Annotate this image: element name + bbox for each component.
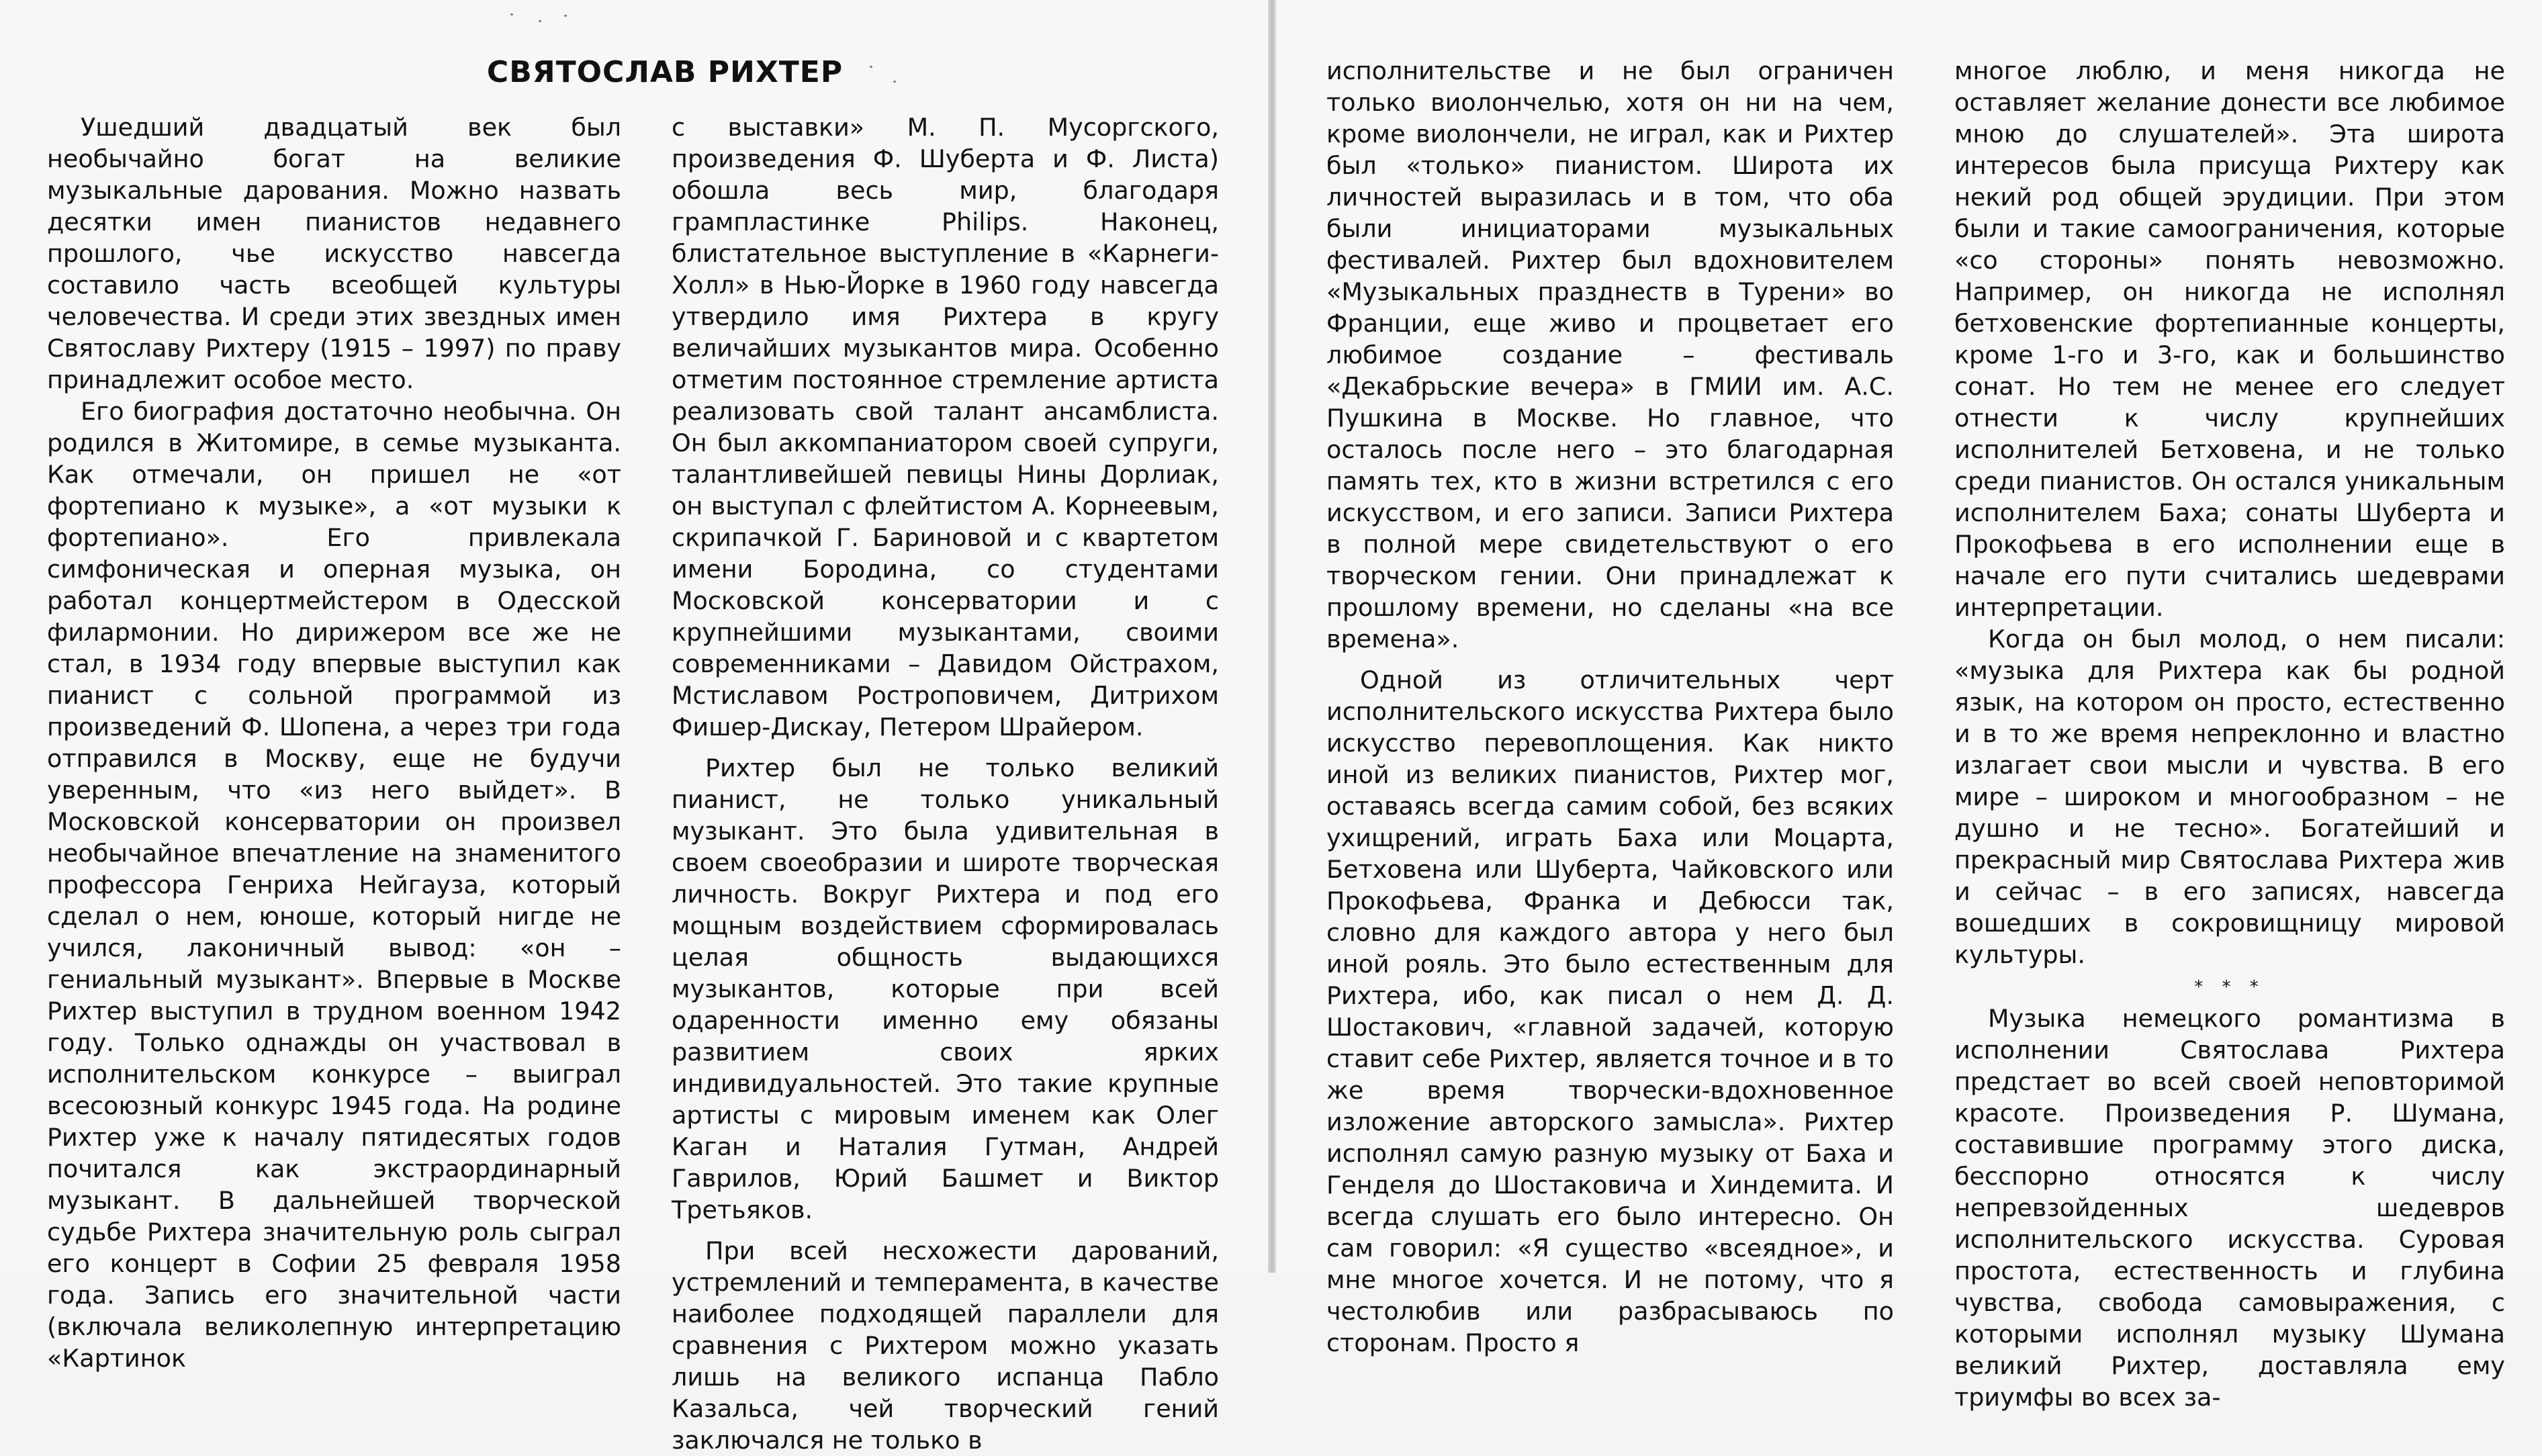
- paragraph: Одной из отличительных черт исполнительского искусства Рихтера было искусство перевоплощения. Как никто иной из великих пианистов, Рихтер мог, оставаясь всегда самим собой, без всяких ухищрений, играть Баха или Моцарта, Бетховена или Шуберта, Чайковского или Прокофьева, Франка и Дебюсси так, словно для каждого автора у него был иной рояль. Это было естественным для Рихтера, ибо, как писал о нем Д. Д. Шостакович, «главной задачей, которую ставит себе Рихтер, является точное и в то же время творчески-вдохновенное изложение авторского замысла». Рихтер исполнял самую разную музыку от Баха и Генделя до Шостаковича и Хиндемита. И всегда слушать его было интересно. Он сам говорил: «Я существо «всеядное», и мне многое хочется. И не потому, что я честолюбив или разбрасываюсь по сторонам. Просто я: [1326, 666, 1894, 1357]
- text-column-4: [1954, 55, 2505, 1413]
- left-page: [0, 0, 1269, 1455]
- print-speck: [539, 20, 541, 22]
- print-speck: [510, 13, 513, 15]
- text-column-1: [47, 111, 621, 1374]
- paragraph: многое люблю, и меня никогда не оставляет желание донести все любимое мною до слушателей». Эта широта интересов была присуща Рихтеру как некий род общей эрудиции. При этом были и такие самоограничения, которые «со стороны» понять невозможно. Например, он никогда не исполнял бетховенские фортепианные концерты, кроме 1-го и 3-го, как и большинство сонат. Но тем не менее его следует отнести к числу крупнейших исполнителей Бетховена, и не только среди пианистов. Он остался уникальным исполнителем Баха; сонаты Шуберта и Прокофьева в его исполнении еще в начале его пути считались шедеврами интерпретации.: [1954, 56, 2505, 622]
- paragraph: Его биография достаточно необычна. Он родился в Житомире, в семье музыканта. Как отмечали, он пришел не «от фортепиано к музыке», а «от музыки к фортепиано». Его привлекала симфоническая и оперная музыка, он работал концертмейстером в Одесской филармонии. Но дирижером все же не стал, в 1934 году впервые выступил как пианист с сольной программой из произведений Ф. Шопена, а через три года отправился в Москву, еще не будучи уверенным, что «из него выйдет». В Московской консерватории он произвел необычайное впечатление на знаменитого профессора Генриха Нейгауза, который сделал о нем, юноше, который нигде не учился, лаконичный вывод: «он – гениальный музыкант». Впервые в Москве Рихтер выступил в трудном военном 1942 году. Только однажды он участвовал в исполнительском конкурсе – выиграл всесоюзный конкурс 1945 года. На родине Рихтер уже к началу пятидесятых годов почитался как экстраординарный музыкант. В дальнейшей творческой судьбе Рихтера значительную роль сыграл его концерт в Софии 25 февраля 1958 года. Запись его значительной части (включала великолепную интерпретацию «Картинок: [47, 397, 621, 1373]
- paragraph: Когда он был молод, о нем писали: «музыка для Рихтера как бы родной язык, на котором он просто, естественно и в то же время непреклонно и властно излагает свои мысли и чувства. В его мире – широком и многообразном – не душно и не тесно». Богатейший и прекрасный мир Святослава Рихтера жив и сейчас – в его записях, навсегда вошедших в сокровищницу мировой культуры.: [1954, 625, 2505, 969]
- text-column-3: [1326, 55, 1894, 1359]
- paragraph: При всей несхожести дарований, устремлений и темперамента, в качестве наиболее подходящей параллели для сравнения с Рихтером можно указать лишь на великого испанца Пабло Казальса, чей творческий гений заключался не только в: [672, 1236, 1219, 1455]
- paragraph: исполнительстве и не был ограничен только виолончелью, хотя он ни на чем, кроме виолончели, не играл, как и Рихтер был «только» пианистом. Широта их личностей выразилась и в том, что оба были инициаторами музыкальных фестивалей. Рихтер был вдохновителем «Музыкальных празднеств в Турени» во Франции, еще живо и процветает его любимое создание – фестиваль «Декабрьские вечера» в ГМИИ им. А.С. Пушкина в Москве. Но главное, что осталось после него – это благодарная память тех, кто в жизни встретился с его искусством, и его записи. Записи Рихтера в полной мере свидетельствуют о его творческом гении. Они принадлежат к прошлому времени, но сделаны «на все времена».: [1326, 56, 1894, 653]
- paragraph: Ушедший двадцатый век был необычайно богат на великие музыкальные дарования. Можно назвать десятки имен пианистов недавнего прошлого, чье искусство навсегда составило часть всеобщей культуры человечества. И среди этих звездных имен Святославу Рихтеру (1915 – 1997) по праву принадлежит особое место.: [47, 113, 621, 394]
- text-column-2: [672, 111, 1219, 1456]
- right-page: [1276, 0, 2542, 1412]
- paragraph: Музыка немецкого романтизма в исполнении Святослава Рихтера предстает во всей своей неповторимой красоте. Произведения Р. Шумана, составившие программу этого диска, бесспорно относятся к числу непревзойденных шедевров исполнительского искусства. Суровая простота, естественность и глубина чувства, свобода самовыражения, с которыми исполнял музыку Шумана великий Рихтер, доставляла ему триумфы во всех за-: [1954, 1004, 2505, 1412]
- print-speck: [564, 15, 567, 17]
- print-speck: [893, 81, 896, 83]
- section-separator: * * *: [2194, 977, 2265, 997]
- paragraph: с выставки» М. П. Мусоргского, произведения Ф. Шуберта и Ф. Листа) обошла весь мир, благодаря грампластинке Philips. Наконец, блистательное выступление в «Карнеги-Холл» в Нью-Йорке в 1960 году навсегда утвердило имя Рихтера в кругу величайших музыкантов мира. Особенно отметим постоянное стремление артиста реализовать свой талант ансамблиста. Он был аккомпаниатором своей супруги, талантливейшей певицы Нины Дорлиак, он выступал с флейтистом А. Корнеевым, скрипачкой Г. Бариновой и с квартетом имени Бородина, со студентами Московской консерватории и с крупнейшими музыкантами, своими современниками – Давидом Ойстрахом, Мстиславом Ростроповичем, Дитрихом Фишер-Дискау, Петером Шрайером.: [672, 113, 1219, 741]
- print-speck: [870, 66, 872, 68]
- paragraph: Рихтер был не только великий пианист, не только уникальный музыкант. Это была удивительная в своем своеобразии и широте творческая личность. Вокруг Рихтера и под его мощным воздействием сформировалась целая общность выдающихся музыкантов, которые при всей одаренности именно ему обязаны развитием своих ярких индивидуальностей. Это такие крупные артисты с мировым именем как Олег Каган и Наталия Гутман, Андрей Гаврилов, Юрий Башмет и Виктор Третьяков.: [672, 754, 1219, 1224]
- page-title: СВЯТОСЛАВ РИХТЕР: [486, 55, 844, 89]
